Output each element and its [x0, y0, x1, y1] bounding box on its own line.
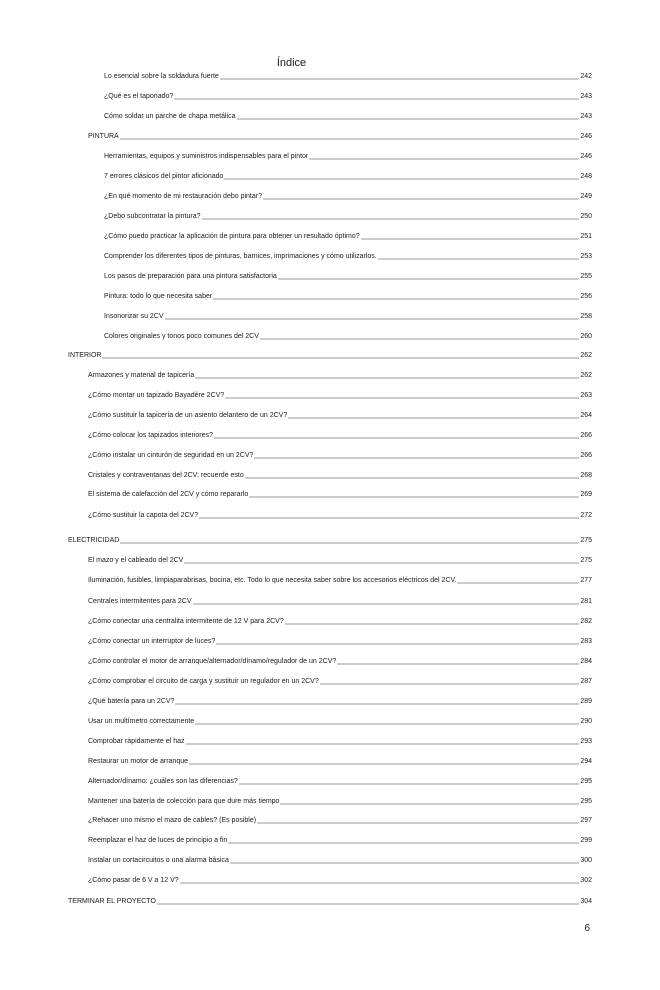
- dot-leader: [260, 338, 579, 340]
- toc-entry-page: 289: [580, 698, 592, 705]
- toc-entry[interactable]: [88, 796, 592, 808]
- toc-entry[interactable]: [104, 251, 592, 263]
- toc-entry-page: 246: [580, 153, 592, 160]
- toc-entry-label: Herramientas, equipos y suministros indispensables para el pintor: [104, 153, 309, 160]
- toc-entry-label: PINTURA: [88, 133, 119, 140]
- toc-entry-label: Cristales y contraventanas del 2CV: recuerde esto: [88, 472, 244, 479]
- toc-entry[interactable]: [104, 311, 592, 323]
- toc-entry-label: Usar un multímetro correctamente: [88, 718, 195, 725]
- toc-entry[interactable]: [104, 191, 592, 203]
- toc-entry-page: 295: [580, 798, 592, 805]
- dot-leader: [189, 763, 579, 765]
- toc-entry-page: 243: [580, 93, 592, 100]
- toc-entry[interactable]: [88, 696, 592, 708]
- toc-entry-label: ¿Cómo puedo practicar la aplicación de pintura para obtener un resultado óptimo?: [104, 233, 360, 240]
- toc-entry-page: 294: [580, 758, 592, 765]
- toc-entry[interactable]: [104, 231, 592, 243]
- toc-entry[interactable]: [88, 736, 592, 748]
- toc-entry-label: Iluminación, fusibles, limpiaparabrisas, bocina, etc. Todo lo que necesita saber sobre los accesorios eléctricos del 2CV.: [88, 577, 457, 584]
- dot-leader: [102, 357, 579, 359]
- toc-entry[interactable]: [104, 71, 592, 83]
- dot-leader: [254, 457, 579, 459]
- toc-entry-page: 263: [580, 392, 592, 399]
- toc-entry-page: 242: [580, 73, 592, 80]
- toc-entry-page: 295: [580, 778, 592, 785]
- toc-entry-label: ¿Cómo conectar un interruptor de luces?: [88, 638, 216, 645]
- toc-entry-label: ¿Cómo colocar los tapizados interiores?: [88, 432, 213, 439]
- toc-entry[interactable]: [88, 131, 592, 143]
- toc-entry[interactable]: [88, 716, 592, 728]
- dot-leader: [288, 417, 579, 419]
- dot-leader: [165, 318, 580, 320]
- dot-leader: [320, 683, 580, 685]
- toc-entry-label: INTERIOR: [68, 352, 102, 359]
- dot-leader: [216, 643, 579, 645]
- toc-entry-page: 275: [580, 537, 592, 544]
- toc-entry-label: ¿Cómo montar un tapizado Bayadère 2CV?: [88, 392, 225, 399]
- dot-leader: [378, 258, 580, 260]
- toc-entry-label: Comprobar rápidamente el haz: [88, 738, 185, 745]
- dot-leader: [249, 496, 579, 498]
- dot-leader: [174, 98, 579, 100]
- toc-entry-label: ¿Cómo sustituir la tapicería de un asiento delantero de un 2CV?: [88, 412, 288, 419]
- toc-entry-label: Mantener una batería de colección para que dure más tiempo: [88, 798, 280, 805]
- toc-entry-label: Pintura: todo lo que necesita saber: [104, 293, 213, 300]
- toc-entry[interactable]: [88, 390, 592, 402]
- dot-leader: [193, 603, 580, 605]
- dot-leader: [245, 477, 580, 479]
- toc-entry-page: 269: [580, 491, 592, 498]
- toc-entry[interactable]: [88, 756, 592, 768]
- toc-entry[interactable]: [88, 370, 592, 382]
- toc-entry[interactable]: [88, 676, 592, 688]
- dot-leader: [225, 397, 579, 399]
- toc-entry-page: 250: [580, 213, 592, 220]
- toc-entry-label: Armazones y material de tapicería: [88, 372, 195, 379]
- toc-entry[interactable]: [104, 151, 592, 163]
- toc-entry[interactable]: [88, 410, 592, 422]
- toc-entry-page: 266: [580, 432, 592, 439]
- dot-leader: [195, 377, 579, 379]
- toc-entry-label: 7 errores clásicos del pintor aficionado: [104, 173, 224, 180]
- toc-entry-page: 264: [580, 412, 592, 419]
- toc-entry[interactable]: [88, 430, 592, 442]
- dot-leader: [457, 582, 579, 584]
- dot-leader: [263, 198, 579, 200]
- toc-entry[interactable]: [68, 535, 592, 547]
- toc-entry[interactable]: [88, 835, 592, 847]
- dot-leader: [361, 238, 580, 240]
- toc-entry-label: ¿Qué es el taponado?: [104, 93, 174, 100]
- toc-entry-label: Lo esencial sobre la soldadura fuerte: [104, 73, 219, 80]
- toc-entry[interactable]: [104, 111, 592, 123]
- toc-entry-label: Colores originales y tonos poco comunes del 2CV: [104, 333, 259, 340]
- dot-leader: [180, 882, 580, 884]
- toc-entry-page: 246: [580, 133, 592, 140]
- toc-entry[interactable]: [104, 291, 592, 303]
- toc-entry-page: 251: [580, 233, 592, 240]
- dot-leader: [195, 723, 579, 725]
- toc-entry-page: 256: [580, 293, 592, 300]
- page-number: 6: [584, 923, 590, 934]
- dot-leader: [199, 517, 579, 519]
- dot-leader: [120, 542, 579, 544]
- dot-leader: [309, 158, 579, 160]
- toc-entry[interactable]: [104, 171, 592, 183]
- toc-entry-label: Insonorizar su 2CV: [104, 313, 164, 320]
- toc-entry[interactable]: [88, 596, 592, 608]
- toc-entry-label: Instalar un cortacircuitos o una alarma básica: [88, 857, 229, 864]
- toc-entry-page: 243: [580, 113, 592, 120]
- toc-entry-page: 275: [580, 557, 592, 564]
- toc-entry-page: 302: [580, 877, 592, 884]
- toc-entry-page: 272: [580, 512, 592, 519]
- toc-entry[interactable]: [88, 470, 592, 482]
- dot-leader: [257, 822, 579, 824]
- toc-entry-label: Centrales intermitentes para 2CV: [88, 598, 192, 605]
- toc-entry-page: 262: [580, 372, 592, 379]
- dot-leader: [278, 278, 580, 280]
- dot-leader: [214, 437, 579, 439]
- toc-title: Índice: [276, 57, 307, 69]
- toc-entry[interactable]: [88, 855, 592, 867]
- toc-entry-label: ¿Cómo controlar el motor de arranque/alternador/dínamo/regulador de un 2CV?: [88, 658, 337, 665]
- dot-leader: [239, 783, 580, 785]
- toc-entry-page: 268: [580, 472, 592, 479]
- toc-entry-label: TERMINAR EL PROYECTO: [68, 898, 156, 905]
- toc-entry-label: Los pasos de preparación para una pintura satisfactoria: [104, 273, 277, 280]
- toc-entry[interactable]: [88, 636, 592, 648]
- dot-leader: [157, 903, 579, 905]
- toc-entry-label: El sistema de calefacción del 2CV y cómo repararlo: [88, 491, 249, 498]
- toc-entry-label: Comprender los diferentes tipos de pinturas, barnices, imprimaciones y cómo utilizarlos.: [104, 253, 377, 260]
- toc-entry[interactable]: [88, 510, 592, 522]
- toc-entry-label: ¿Qué batería para un 2CV?: [88, 698, 175, 705]
- dot-leader: [337, 663, 579, 665]
- toc-entry-label: El mazo y el cableado del 2CV: [88, 557, 184, 564]
- toc-entry-label: ELECTRICIDAD: [68, 537, 120, 544]
- dot-leader: [184, 562, 579, 564]
- toc-entry-page: 290: [580, 718, 592, 725]
- toc-entry[interactable]: [88, 616, 592, 628]
- toc-entry-label: ¿Cómo comprobar el circuito de carga y sustituir un regulador en un 2CV?: [88, 678, 319, 685]
- dot-leader: [220, 78, 580, 80]
- toc-entry-label: Restaurar un motor de arranque: [88, 758, 188, 765]
- toc-entry[interactable]: [104, 331, 592, 343]
- toc-entry[interactable]: [88, 875, 592, 887]
- dot-leader: [224, 178, 579, 180]
- toc-entry-label: ¿Cómo conectar una centralita intermitente de 12 V para 2CV?: [88, 618, 284, 625]
- dot-leader: [120, 138, 580, 140]
- toc-entry[interactable]: [104, 91, 592, 103]
- toc-entry-label: Reemplazar el haz de luces de principio a fin: [88, 837, 228, 844]
- dot-leader: [175, 703, 579, 705]
- toc-entry-label: ¿En qué momento de mi restauración debo pintar?: [104, 193, 262, 200]
- toc-entry-page: 253: [580, 253, 592, 260]
- toc-entry-label: ¿Cómo pasar de 6 V a 12 V?: [88, 877, 179, 884]
- toc-entry[interactable]: [88, 575, 592, 587]
- toc-entry-label: ¿Cómo instalar un cinturón de seguridad en un 2CV?: [88, 452, 254, 459]
- toc-entry-page: 266: [580, 452, 592, 459]
- toc-entry-page: 300: [580, 857, 592, 864]
- toc-entry-page: 262: [580, 352, 592, 359]
- toc-entry[interactable]: [88, 489, 592, 501]
- toc-entry-page: 258: [580, 313, 592, 320]
- toc-entry-label: Cómo soldar un parche de chapa metálica: [104, 113, 236, 120]
- dot-leader: [202, 218, 580, 220]
- toc-entry[interactable]: [68, 350, 592, 362]
- toc-entry-page: 299: [580, 837, 592, 844]
- toc-entry-page: 283: [580, 638, 592, 645]
- toc-entry[interactable]: [88, 776, 592, 788]
- toc-entry-page: 277: [580, 577, 592, 584]
- toc-entry-page: 293: [580, 738, 592, 745]
- toc-entry[interactable]: [88, 656, 592, 668]
- dot-leader: [228, 842, 579, 844]
- toc-entry-page: 249: [580, 193, 592, 200]
- toc-entry-label: ¿Rehacer uno mismo el mazo de cables? (Es posible): [88, 817, 257, 824]
- dot-leader: [280, 803, 579, 805]
- toc-entry-label: ¿Debo subcontratar la pintura?: [104, 213, 201, 220]
- toc-entry-page: 260: [580, 333, 592, 340]
- dot-leader: [237, 118, 580, 120]
- toc-entry-page: 282: [580, 618, 592, 625]
- toc-entry-label: Alternador/dínamo: ¿cuáles son las diferencias?: [88, 778, 238, 785]
- dot-leader: [230, 862, 579, 864]
- toc-entry[interactable]: [104, 211, 592, 223]
- toc-entry[interactable]: [104, 271, 592, 283]
- toc-entry[interactable]: [88, 555, 592, 567]
- toc-entry-page: 304: [580, 898, 592, 905]
- toc-entry-page: 281: [580, 598, 592, 605]
- dot-leader: [186, 743, 580, 745]
- toc-entry-page: 287: [580, 678, 592, 685]
- dot-leader: [285, 623, 580, 625]
- toc-entry-page: 255: [580, 273, 592, 280]
- toc-entry[interactable]: [88, 450, 592, 462]
- toc-entry[interactable]: [88, 815, 592, 827]
- toc-entry-page: 248: [580, 173, 592, 180]
- toc-entry-page: 297: [580, 817, 592, 824]
- toc-entry-label: ¿Cómo sustituir la capota del 2CV?: [88, 512, 199, 519]
- toc-entry[interactable]: [68, 896, 592, 908]
- dot-leader: [213, 298, 579, 300]
- toc-entry-page: 284: [580, 658, 592, 665]
